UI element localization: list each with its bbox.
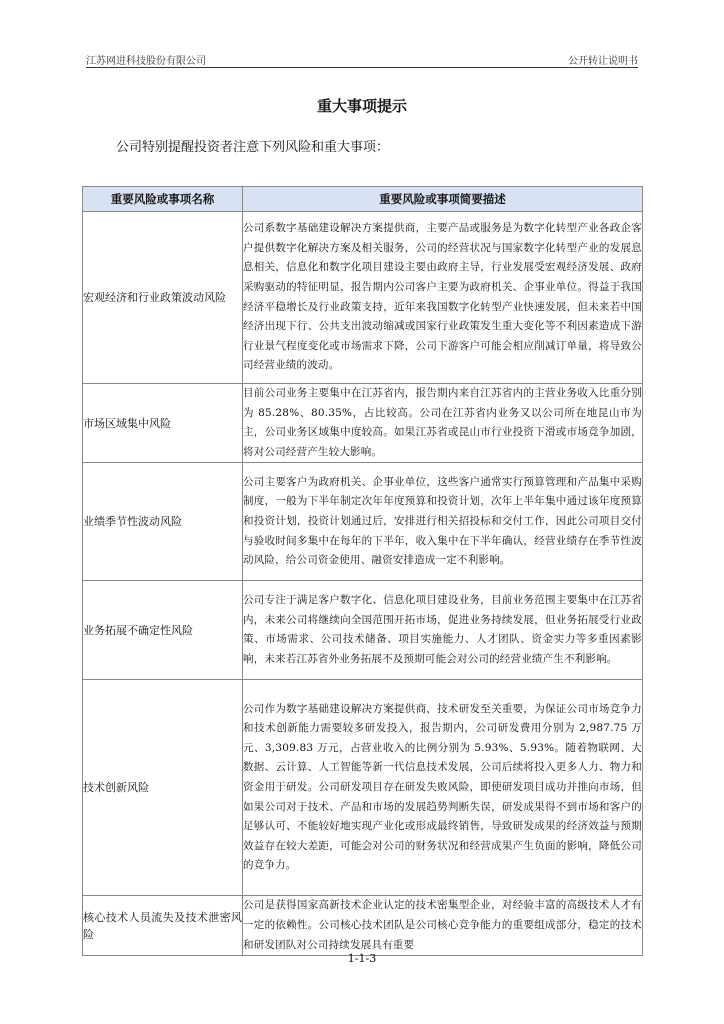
risk-description: 公司主要客户为政府机关、企事业单位，这些客户通常实行预算管理和产品集中采购制度，一般为下半年制定次年年度预算和投资计划，次年上半年集中通过该年度预算和投资计划，投资计划通过后，安排进行相关招投标和交付工作，因此公司项目交付与验收时间多集中在每年的下半年，收入集中在下半年确认，经营业绩存在季节性波动风险，给公司资金使用、融资安排造成一定不利影响。	[243, 463, 643, 581]
table-row	[83, 463, 643, 581]
risk-description: 公司系数字基础建设解决方案提供商，主要产品或服务是为数字化转型产业各政企客户提供数字化解决方案及相关服务，公司的经营状况与国家数字化转型产业的发展息息相关，信息化和数字化项目建设主要由政府主导，行业发展受宏观经济发展、政府采购驱动的特征明显，报告期内公司客户主要为政府机关、企事业单位。得益于我国经济平稳增长及行业政策支持，近年来我国数字化转型产业快速发展，但未来若中国经济出现下行、公共支出波动缩减或国家行业政策发生重大变化等不利因素造成下游行业景气程度变化或市场需求下降，公司下游客户可能会相应削减订单量，将导致公司经营业绩的波动。	[243, 212, 643, 384]
column-header-name: 重要风险或事项名称	[83, 187, 243, 212]
table-row	[83, 896, 643, 956]
document-type: 公开转让说明书	[568, 56, 638, 67]
table-row	[83, 581, 643, 680]
risk-name: 业绩季节性波动风险	[83, 463, 243, 581]
risk-name: 市场区域集中风险	[83, 384, 243, 463]
risk-name: 宏观经济和行业政策波动风险	[83, 212, 243, 384]
table-row	[83, 680, 643, 896]
intro-text: 公司特别提醒投资者注意下列风险和重大事项：	[116, 140, 390, 155]
risk-description: 公司专注于满足客户数字化、信息化项目建设业务，目前业务范围主要集中在江苏省内，未来公司将继续向全国范围开拓市场，促进业务持续发展，但业务拓展受行业政策、市场需求、公司技术储备、项目实施能力、人才团队、资金实力等多重因素影响，未来若江苏省外业务拓展不及预期可能会对公司的经营业绩产生不利影响。	[243, 581, 643, 680]
table-row	[83, 384, 643, 463]
page-header	[86, 52, 638, 66]
risk-description: 公司是获得国家高新技术企业认定的技术密集型企业，对经验丰富的高级技术人才有一定的依赖性。公司核心技术团队是公司核心竞争能力的重要组成部分，稳定的技术和研发团队对公司持续发展具有重要	[243, 896, 643, 956]
table-row	[83, 212, 643, 384]
column-header-description: 重要风险或事项简要描述	[243, 187, 643, 212]
risk-name: 核心技术人员流失及技术泄密风险	[83, 896, 243, 956]
risk-description: 目前公司业务主要集中在江苏省内，报告期内来自江苏省内的主营业务收入比重分别为 85.28%、80.35%，占比较高。公司在江苏省内业务又以公司所在地昆山市为主，公司业务区域集中度较高。如果江苏省或昆山市行业投资下滑或市场竞争加剧，将对公司经营产生较大影响。	[243, 384, 643, 463]
risk-name: 业务拓展不确定性风险	[83, 581, 243, 680]
company-name: 江苏网进科技股份有限公司	[86, 56, 206, 67]
table-header-row	[83, 187, 643, 212]
page-number: 1-1-3	[347, 952, 377, 965]
page-title: 重大事项提示	[316, 97, 407, 115]
risk-description: 公司作为数字基础建设解决方案提供商，技术研发至关重要，为保证公司市场竞争力和技术创新能力需要较多研发投入，报告期内，公司研发费用分别为 2,987.75 万元、3,309.83 万元，占营业收入的比例分别为 5.93%、5.93%。随着物联网、大数据、云计算、人工智能等新一代信息技术发展，公司后续将投入更多人力、物力和资金用于研发。公司研发项目存在研发失败风险，即使研发项目成功并推向市场，但如果公司对于技术、产品和市场的发展趋势判断失误，研发成果得不到市场和客户的足够认可、不能较好地实现产业化或形成最终销售，导致研发成果的经济效益与预期效益存在较大差距，可能会对公司的财务状况和经营成果产生负面的影响，降低公司的竞争力。	[243, 680, 643, 896]
risk-name: 技术创新风险	[83, 680, 243, 896]
risk-table	[82, 186, 643, 956]
header-divider	[86, 67, 638, 68]
